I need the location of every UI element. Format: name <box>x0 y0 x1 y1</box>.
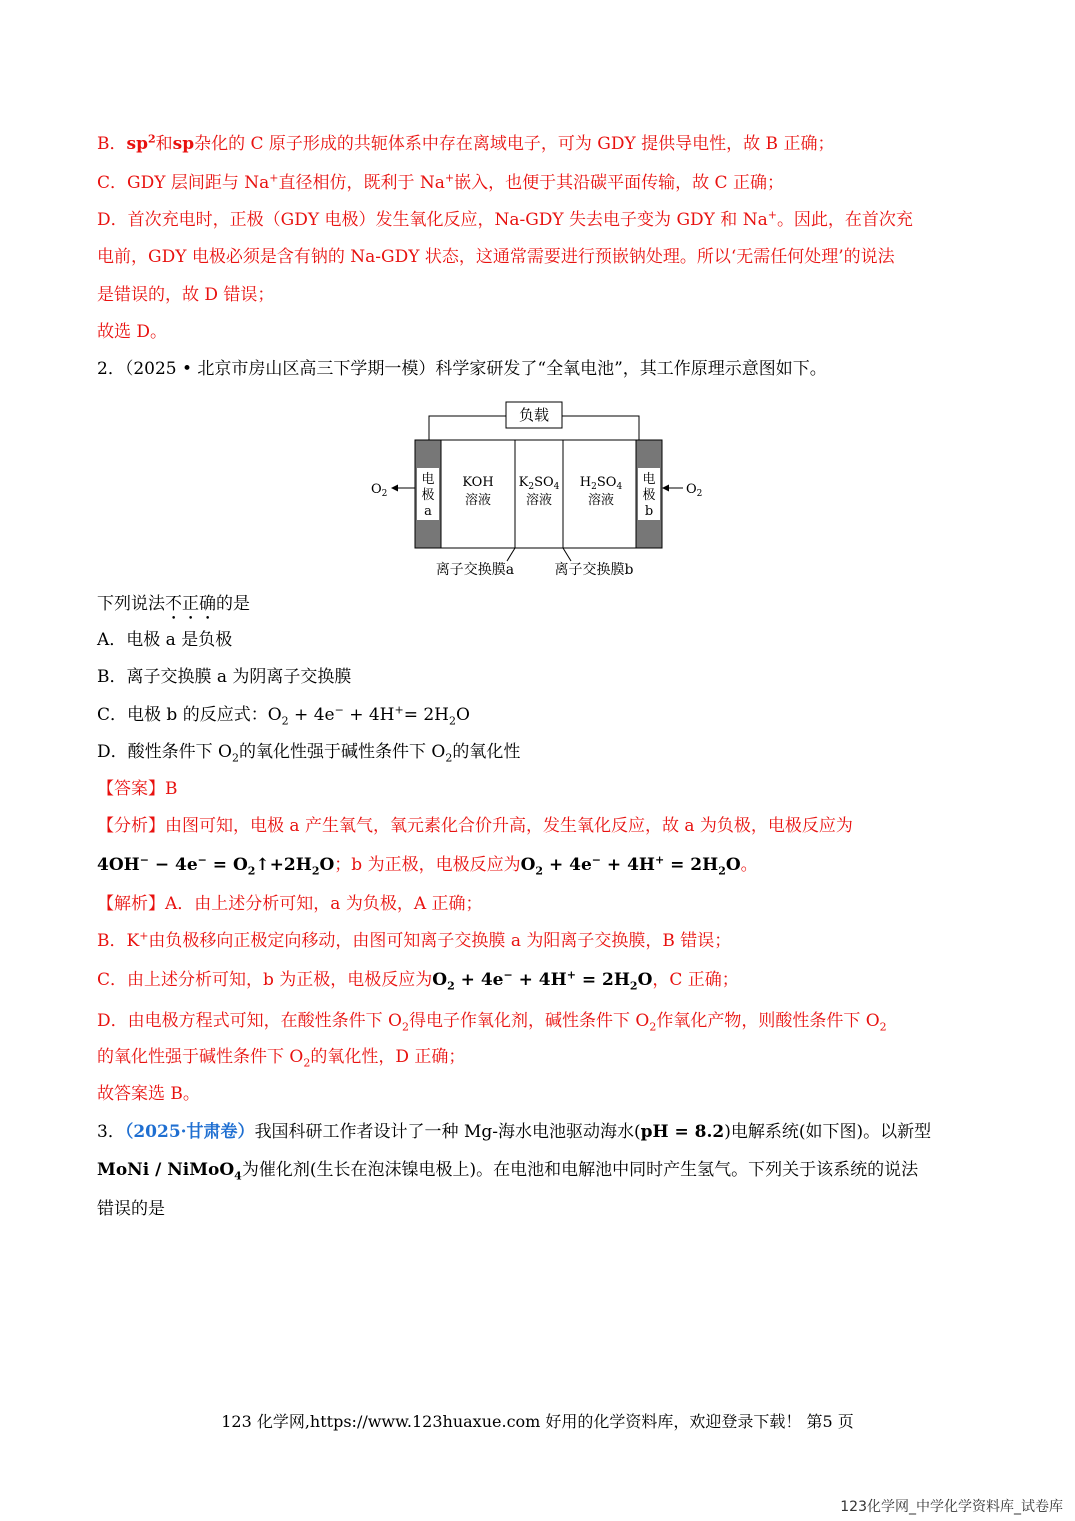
electrode-b-char1: 电 <box>642 472 656 487</box>
q2-option-c: C．电极 b 的反应式：$O_2 + 4e^- + 4H^+= 2H_2O$ <box>97 703 470 728</box>
koh-solution-label: 溶液 <box>464 493 492 508</box>
membrane-a-label: 离子交换膜a <box>435 562 515 578</box>
electrode-a-char2: 极 <box>421 488 435 503</box>
h2so4-solution-label: 溶液 <box>587 493 615 508</box>
q1-option-d-explain-line2: 电前，GDY 电极必须是含有钠的 Na-GDY 状态，这通常需要进行预嵌钠处理。所以‘无需任何处理’的说法 <box>97 247 895 267</box>
o2-right-label: $O_2$ <box>686 482 703 499</box>
q1-option-b-explain: B．$sp^2$和sp杂化的 C 原子形成的共轭体系中存在离域电子，可为 GDY 提供导电性，故 B 正确； <box>97 132 835 154</box>
q2-explain-a: 【解析】A．由上述分析可知，a 为负极，A 正确； <box>97 894 483 914</box>
q2-explain-c: C．由上述分析可知，b 为正极，电极反应为$O_2 + 4e^- + 4H^+ = 2H_2O$，C 正确； <box>97 968 739 993</box>
k2so4-solution-label: 溶液 <box>525 493 553 508</box>
watermark: 123化学网_中学化学资料库_试卷库 <box>840 1499 1063 1515</box>
q3-stem-line3: 错误的是 <box>97 1199 165 1219</box>
q1-option-d-explain-line3: 是错误的，故 D 错误； <box>97 285 275 305</box>
q2-prompt: 下列说法不正确的是 <box>97 594 250 614</box>
electrode-a-char1: 电 <box>421 472 435 487</box>
q2-analysis-equations: $4OH^- - 4e^- = O_2↑+2H_2O$；b 为正极，电极反应为$O_2 + 4e^- + 4H^+ = 2H_2O$。 <box>97 853 758 878</box>
q2-analysis: 【分析】由图可知，电极 a 产生氧气，氧元素化合价升高，发生氧化反应，故 a 为负极，电极反应为 <box>97 816 853 836</box>
page-footer: 123 化学网,https://www.123huaxue.com 好用的化学资料库，欢迎登录下载！ 第5 页 <box>221 1412 854 1431</box>
q2-conclusion: 故答案选 B。 <box>97 1084 200 1104</box>
q1-conclusion: 故选 D。 <box>97 322 168 342</box>
q3-stem-line2: MoNi / NiMoO$_4$为催化剂(生长在泡沫镍电极上)。在电池和电解池中同时产生氢气。下列关于该系统的说法 <box>97 1160 919 1183</box>
q3-stem-line1: 3．（2025·甘肃卷）我国科研工作者设计了一种 Mg-海水电池驱动海水(pH = 8.2)电解系统(如下图)。以新型 <box>97 1122 932 1142</box>
h2so4-label: $H_2SO_4$ <box>579 475 623 492</box>
q1-option-d-explain-line1: D．首次充电时，正极（GDY 电极）发生氧化反应，Na-GDY 失去电子变为 GDY 和 Na+。因此，在首次充 <box>97 208 913 230</box>
q2-answer: 【答案】B <box>97 779 178 799</box>
q2-stem: 2．（2025 • 北京市房山区高三下学期一模）科学家研发了“全氧电池”，其工作原理示意图如下。 <box>97 359 827 379</box>
membrane-b-label: 离子交换膜b <box>554 562 634 578</box>
q2-option-b: B．离子交换膜 a 为阴离子交换膜 <box>97 667 352 687</box>
load-label: 负载 <box>518 406 550 424</box>
koh-label: KOH <box>462 475 494 490</box>
o2-left-arrowhead <box>391 485 398 492</box>
membrane-a-pointer <box>507 548 515 561</box>
o2-right-arrowhead <box>662 485 669 492</box>
q2-explain-b: B．K+由负极移向正极定向移动，由图可知离子交换膜 a 为阳离子交换膜，B 错误； <box>97 929 732 951</box>
membrane-b-pointer <box>563 548 571 561</box>
electrode-a-char3: a <box>424 504 432 519</box>
electrode-b-char2: 极 <box>642 488 656 503</box>
q2-explain-d-line1: D．由电极方程式可知，在酸性条件下 $O_2$得电子作氧化剂，碱性条件下 $O_2$作氧化产物，则酸性条件下 $O_2$ <box>97 1011 887 1034</box>
q1-option-c-explain: C．GDY 层间距与 Na+直径相仿，既利于 Na+嵌入，也便于其沿碳平面传输，故 C 正确； <box>97 171 784 193</box>
q2-option-d: D．酸性条件下 $O_2$的氧化性强于碱性条件下 $O_2$的氧化性 <box>97 742 521 765</box>
electrode-b-char3: b <box>644 504 654 519</box>
battery-diagram <box>365 398 710 588</box>
o2-left-label: $O_2$ <box>371 482 388 499</box>
q2-explain-d-line2: 的氧化性强于碱性条件下 $O_2$的氧化性，D 正确； <box>97 1047 466 1070</box>
k2so4-label: $K_2SO_4$ <box>518 475 560 492</box>
q2-option-a: A．电极 a 是负极 <box>97 630 233 650</box>
